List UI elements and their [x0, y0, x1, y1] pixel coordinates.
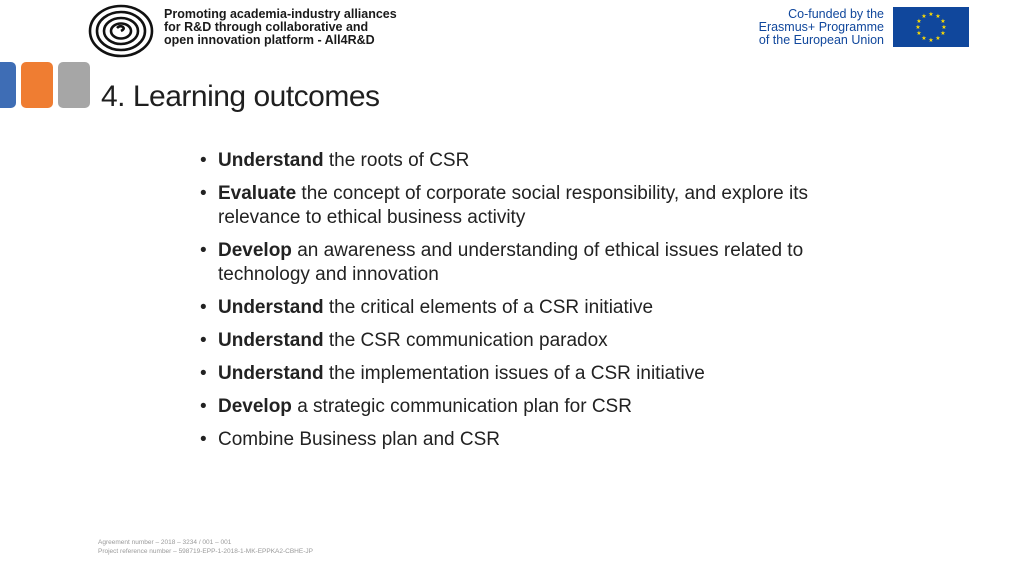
bullet-verb: Evaluate [218, 183, 297, 204]
svg-text:★: ★ [928, 11, 934, 18]
list-item [200, 182, 860, 230]
learning-outcomes-list [200, 149, 860, 461]
bullet-verb: Understand [218, 363, 324, 384]
bullet-text: a strategic communication plan for CSR [291, 396, 632, 417]
erasmus-line: Co-funded by the [788, 7, 884, 21]
bullet-text: the CSR communication paradox [323, 330, 608, 351]
svg-text:★: ★ [928, 37, 934, 44]
svg-text:★: ★ [940, 30, 946, 37]
blue-square [0, 62, 16, 108]
svg-text:★: ★ [921, 35, 927, 42]
svg-text:★: ★ [935, 35, 941, 42]
all4rd-logo-icon [88, 4, 154, 58]
svg-text:★: ★ [916, 30, 922, 37]
bullet-text: the implementation issues of a CSR initiative [323, 363, 705, 384]
bullet-verb: Understand [218, 330, 324, 351]
list-item [200, 329, 860, 353]
bullet-text: Combine Business plan and CSR [218, 429, 500, 450]
bullet-verb: Understand [218, 297, 324, 318]
bullet-text: the concept of corporate social responsibility, and explore its relevance to ethical business activity [218, 183, 809, 228]
orange-square [21, 62, 53, 108]
list-item [200, 428, 860, 452]
eu-flag-icon [893, 7, 969, 47]
svg-text:★: ★ [935, 13, 941, 20]
erasmus-line: of the European Union [758, 33, 884, 47]
decorative-squares [0, 62, 94, 108]
project-reference: Project reference number – 598719-EPP-1-2018-1-MK-EPPKA2-CBHE-JP [98, 548, 313, 555]
bullet-text: the critical elements of a CSR initiative [323, 297, 654, 318]
slide-title: 4. Learning outcomes [101, 80, 380, 113]
footer [98, 538, 313, 556]
bullet-text: the roots of CSR [323, 150, 470, 171]
project-title [164, 8, 397, 47]
project-title-line: Promoting academia-industry alliances [164, 7, 397, 21]
svg-text:★: ★ [916, 18, 922, 25]
erasmus-cofunding-label [722, 4, 890, 50]
bullet-verb: Understand [218, 150, 324, 171]
list-item [200, 395, 860, 419]
svg-text:★: ★ [941, 24, 947, 31]
svg-text:★: ★ [940, 18, 946, 25]
bullet-verb: Develop [218, 396, 292, 417]
list-item [200, 362, 860, 386]
project-title-line: for R&D through collaborative and [164, 20, 369, 34]
bullet-verb: Develop [218, 240, 292, 261]
bullet-text: an awareness and understanding of ethical issues related to technology and innovation [218, 240, 804, 285]
project-title-line: open innovation platform - All4R&D [164, 33, 375, 47]
agreement-number: Agreement number – 2018 – 3234 / 001 – 001 [98, 539, 232, 546]
list-item [200, 296, 860, 320]
list-item [200, 149, 860, 173]
svg-text:★: ★ [921, 13, 927, 20]
gray-square [58, 62, 90, 108]
erasmus-line: Erasmus+ Programme [758, 20, 884, 34]
list-item [200, 239, 860, 287]
svg-text:★: ★ [915, 24, 921, 31]
